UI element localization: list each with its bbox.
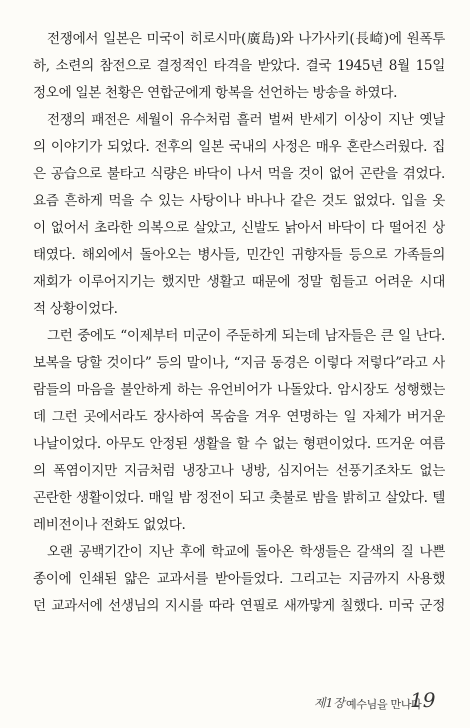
text-line: 전쟁의 패전은 세월이 유수처럼 흘러 벌써 반세기 이상이 지난 옛날 (47, 112, 445, 128)
text-line: 요즘 흔하게 먹을 수 있는 사탕이나 바나나 같은 것도 없었다. 입을 옷 (33, 193, 445, 209)
text-line: 데 그런 곳에서라도 장사하여 목숨을 겨우 연명하는 일 자체가 버거운 (33, 409, 445, 425)
text-line: 정오에 일본 천황은 연합군에게 항복을 선언하는 방송을 하였다. (33, 85, 398, 101)
text-line: 오랜 공백기간이 지난 후에 학교에 돌아온 학생들은 갈색의 질 나쁜 (47, 544, 445, 560)
text-line: 종이에 인쇄된 얇은 교과서를 받아들었다. 그리고는 지금까지 사용했 (33, 571, 445, 587)
text-line: 의 이야기가 되었다. 전후의 일본 국내의 사정은 매우 혼란스러웠다. 집 (33, 139, 445, 155)
text-line: 의 폭염이지만 지금처럼 냉장고나 냉방, 심지어는 선풍기조차도 없는 (33, 463, 445, 479)
text-line: 적 상황이었다. (33, 301, 118, 317)
text-line: 은 공습으로 불타고 식량은 바닥이 나서 먹을 것이 없어 곤란을 겪었다. (33, 166, 445, 182)
chapter-label: 제1장 (314, 696, 345, 710)
text-line: 전쟁에서 일본은 미국이 히로시마(廣島)와 나가사키(長崎)에 원폭투 (47, 31, 445, 47)
text-line: 이 없어서 초라한 의복으로 살았고, 신발도 낡아서 바닥이 다 떨어진 상 (33, 220, 445, 236)
body-text (33, 26, 445, 620)
page-number: 19 (410, 688, 436, 712)
text-line: 재회가 이루어지기는 했지만 생활고 때문에 정말 힘들고 어려운 시대 (33, 274, 445, 290)
text-line: 레비전이나 전화도 없었다. (33, 517, 186, 533)
running-title: 예수님을 만나다 (346, 698, 422, 711)
text-line: 태였다. 해외에서 돌아오는 병사들, 민간인 귀향자들 등으로 가족들의 (33, 247, 445, 263)
text-line: 나날이었다. 아무도 안정된 생활을 할 수 없는 형편이었다. 뜨거운 여름 (33, 436, 445, 452)
text-line: 보복을 당할 것이다” 등의 말이나, “지금 동경은 이렇다 저렇다”라고 사 (33, 355, 445, 371)
text-line: 그런 중에도 “이제부터 미군이 주둔하게 되는데 남자들은 큰 일 난다. (47, 328, 445, 344)
page-footer (0, 688, 470, 718)
text-line: 람들의 마음을 불안하게 하는 유언비어가 나돌았다. 암시장도 성행했는 (33, 382, 445, 398)
text-line: 하, 소련의 참전으로 결정적인 타격을 받았다. 결국 1945년 8월 15일 (33, 58, 445, 74)
text-line: 던 교과서에 선생님의 지시를 따라 연필로 새까맣게 칠했다. 미국 군정 (33, 598, 445, 614)
text-line: 곤란한 생활이었다. 매일 밤 정전이 되고 촛불로 밤을 밝히고 살았다. 텔 (33, 490, 445, 506)
